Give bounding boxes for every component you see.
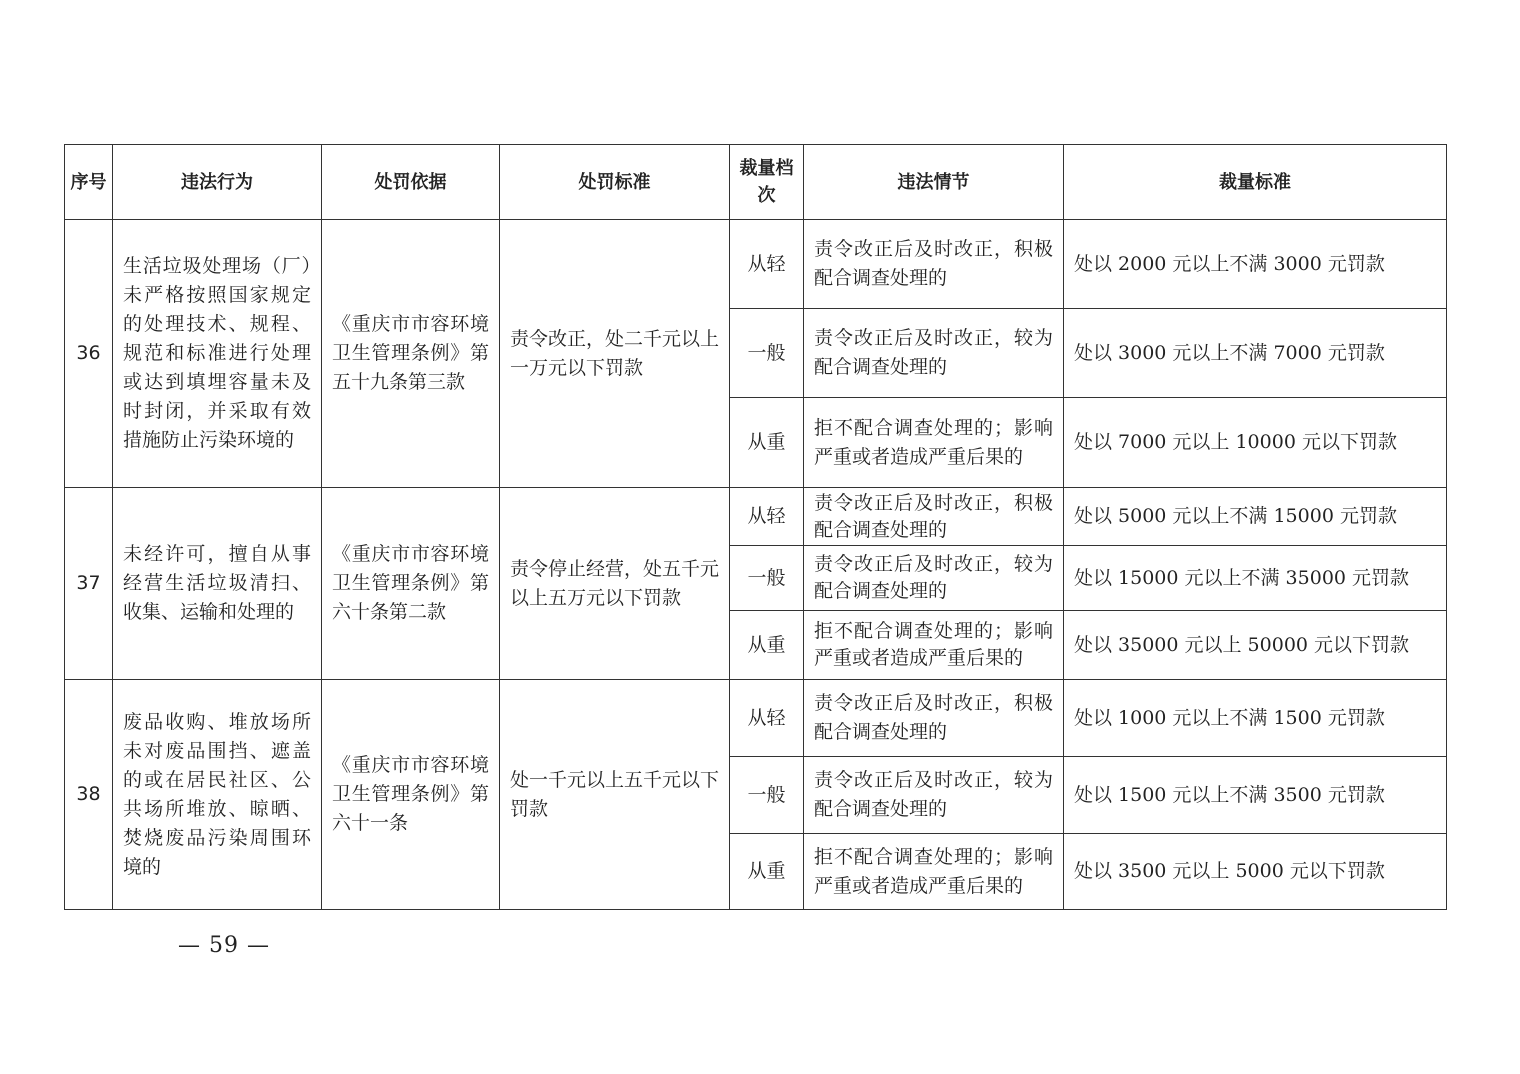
row-act: 生活垃圾处理场（厂）未严格按照国家规定的处理技术、规程、规范和标准进行处理或达到填埋容量未及时封闭，并采取有效措施防止污染环境的: [113, 220, 322, 488]
header-row: [65, 145, 1447, 220]
tier-discretion: 处以 15000 元以上不满 35000 元罚款: [1064, 546, 1447, 611]
tier-discretion: 处以 5000 元以上不满 15000 元罚款: [1064, 488, 1447, 546]
tier-circumstance: 责令改正后及时改正，较为配合调查处理的: [804, 757, 1064, 834]
tier-circumstance: 责令改正后及时改正，积极配合调查处理的: [804, 220, 1064, 309]
row-seq: 36: [65, 220, 113, 488]
header-standard: 处罚标准: [500, 145, 730, 220]
tier-circumstance: 拒不配合调查处理的；影响严重或者造成严重后果的: [804, 834, 1064, 910]
tier-circumstance: 拒不配合调查处理的；影响严重或者造成严重后果的: [804, 398, 1064, 488]
tier-level: 从重: [730, 834, 804, 910]
tier-level: 一般: [730, 309, 804, 398]
page-number: — 59 —: [178, 933, 270, 958]
penalty-table: [64, 144, 1447, 910]
table-row: [65, 488, 1447, 546]
tier-level: 一般: [730, 757, 804, 834]
tier-circumstance: 责令改正后及时改正，积极配合调查处理的: [804, 680, 1064, 757]
tier-circumstance: 拒不配合调查处理的；影响严重或者造成严重后果的: [804, 611, 1064, 680]
tier-discretion: 处以 35000 元以上 50000 元以下罚款: [1064, 611, 1447, 680]
row-standard: 责令停止经营，处五千元以上五万元以下罚款: [500, 488, 730, 680]
header-basis: 处罚依据: [322, 145, 500, 220]
row-act: 未经许可，擅自从事经营生活垃圾清扫、收集、运输和处理的: [113, 488, 322, 680]
header-discretion: 裁量标准: [1064, 145, 1447, 220]
row-seq: 38: [65, 680, 113, 910]
tier-circumstance: 责令改正后及时改正，较为配合调查处理的: [804, 309, 1064, 398]
row-act: 废品收购、堆放场所未对废品围挡、遮盖的或在居民社区、公共场所堆放、晾晒、焚烧废品污染周围环境的: [113, 680, 322, 910]
tier-level: 从轻: [730, 680, 804, 757]
tier-discretion: 处以 3500 元以上 5000 元以下罚款: [1064, 834, 1447, 910]
row-basis: 《重庆市市容环境卫生管理条例》第六十条第二款: [322, 488, 500, 680]
tier-circumstance: 责令改正后及时改正，较为配合调查处理的: [804, 546, 1064, 611]
tier-level: 从轻: [730, 220, 804, 309]
row-basis: 《重庆市市容环境卫生管理条例》第五十九条第三款: [322, 220, 500, 488]
tier-level: 一般: [730, 546, 804, 611]
tier-level: 从重: [730, 611, 804, 680]
tier-level: 从重: [730, 398, 804, 488]
header-act: 违法行为: [113, 145, 322, 220]
header-circumstance: 违法情节: [804, 145, 1064, 220]
table-row: [65, 680, 1447, 757]
header-level: 裁量档次: [730, 145, 804, 220]
tier-discretion: 处以 3000 元以上不满 7000 元罚款: [1064, 309, 1447, 398]
row-basis: 《重庆市市容环境卫生管理条例》第六十一条: [322, 680, 500, 910]
table-row: [65, 220, 1447, 309]
header-seq: 序号: [65, 145, 113, 220]
tier-discretion: 处以 1000 元以上不满 1500 元罚款: [1064, 680, 1447, 757]
row-standard: 责令改正，处二千元以上一万元以下罚款: [500, 220, 730, 488]
tier-level: 从轻: [730, 488, 804, 546]
tier-circumstance: 责令改正后及时改正，积极配合调查处理的: [804, 488, 1064, 546]
row-standard: 处一千元以上五千元以下罚款: [500, 680, 730, 910]
tier-discretion: 处以 7000 元以上 10000 元以下罚款: [1064, 398, 1447, 488]
tier-discretion: 处以 2000 元以上不满 3000 元罚款: [1064, 220, 1447, 309]
row-seq: 37: [65, 488, 113, 680]
tier-discretion: 处以 1500 元以上不满 3500 元罚款: [1064, 757, 1447, 834]
